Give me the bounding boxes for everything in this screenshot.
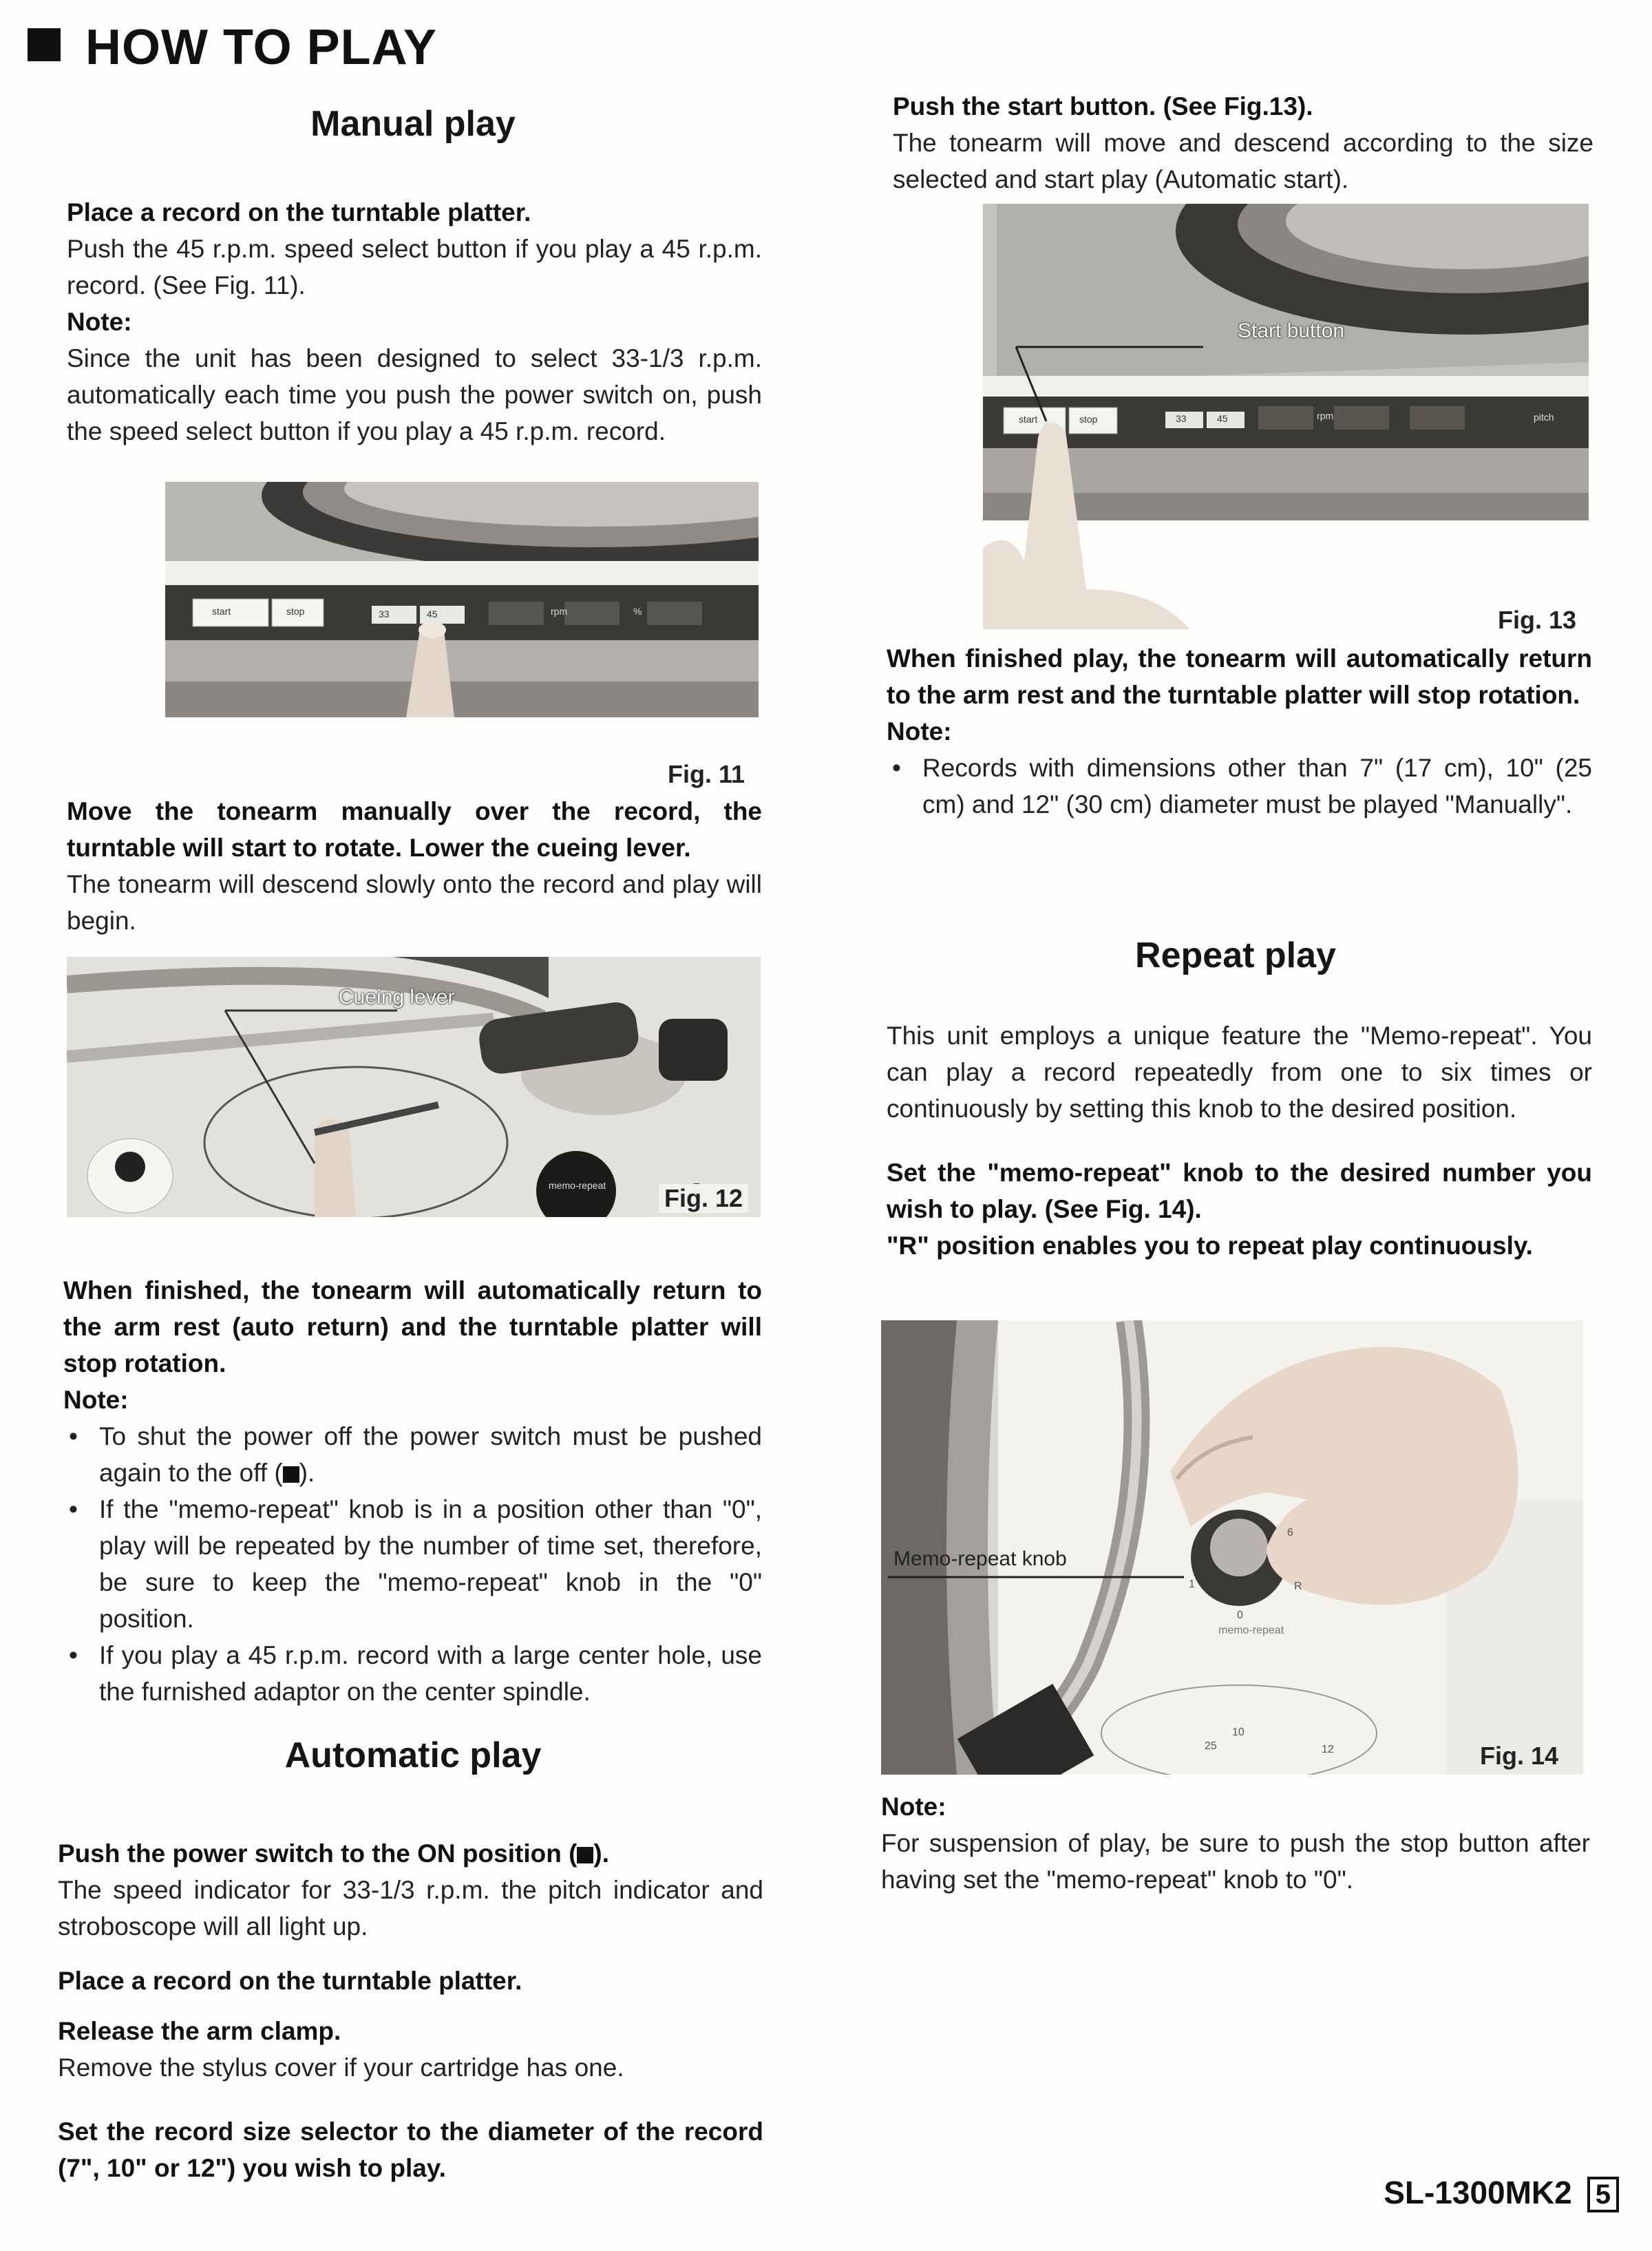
repeat-step1-bold: Set the "memo-repeat" knob to the desired number you wish to play. (See Fig. 14). bbox=[887, 1159, 1592, 1223]
fig11-33-label: 33 bbox=[379, 609, 390, 620]
fig12-caption: Fig. 12 bbox=[659, 1184, 748, 1213]
fig11-stop-label: stop bbox=[286, 606, 305, 617]
fig13-turntable-illustration bbox=[983, 204, 1589, 629]
fig14-dial-0: 0 bbox=[1237, 1609, 1243, 1621]
page-title: HOW TO PLAY bbox=[28, 19, 437, 76]
fig14-size-10: 10 bbox=[1232, 1726, 1245, 1738]
fig13-rpm-label: rpm bbox=[1317, 410, 1334, 421]
fig12-knob-label: memo-repeat bbox=[549, 1180, 606, 1191]
list-item: • If you play a 45 r.p.m. record with a large center hole, use the furnished adaptor on the center spindle. bbox=[63, 1637, 762, 1710]
fig14-memo-repeat-callout: Memo-repeat knob bbox=[893, 1547, 1067, 1570]
fig14-dial-6: 6 bbox=[1287, 1527, 1293, 1539]
fig14-caption: Fig. 14 bbox=[1480, 1742, 1559, 1770]
fig11-turntable-illustration bbox=[165, 482, 759, 717]
auto-note-label: Note: bbox=[887, 717, 952, 746]
manual-step1-bold: Place a record on the turntable platter. bbox=[67, 198, 531, 226]
model-number: SL-1300MK2 bbox=[1384, 2175, 1572, 2210]
auto-step5-bold: Push the start button. (See Fig.13). bbox=[893, 92, 1313, 120]
fig14-size-12: 12 bbox=[1322, 1744, 1334, 1755]
fig13-start-button-callout: Start button bbox=[1238, 319, 1345, 342]
list-item: • To shut the power off the power switch must be pushed again to the off ( ). bbox=[63, 1418, 762, 1491]
manual-play-heading: Manual play bbox=[310, 104, 516, 144]
auto-step4-bold: Set the record size selector to the diameter of the record (7", 10" or 12") you wish to play. bbox=[58, 2117, 763, 2182]
fig14-size-25: 25 bbox=[1205, 1740, 1217, 1752]
manual-play-step2 bbox=[67, 793, 762, 939]
repeat-note-text: For suspension of play, be sure to push the stop button after having set the "memo-repeat" knob to "0". bbox=[881, 1829, 1590, 1894]
fig14-knob-label: memo-repeat bbox=[1218, 1625, 1284, 1636]
manual-note-label: Note: bbox=[67, 308, 132, 336]
fig11-start-label: start bbox=[212, 606, 231, 617]
repeat-play-heading: Repeat play bbox=[1135, 936, 1336, 975]
list-item: • Records with dimensions other than 7" (17 cm), 10" (25 cm) and 12" (30 cm) diameter must be played "Manually". bbox=[887, 750, 1592, 823]
fig11-pct-label: % bbox=[633, 606, 642, 617]
auto-step2-bold: Place a record on the turntable platter. bbox=[58, 1967, 522, 1995]
repeat-play-note bbox=[881, 1788, 1590, 1898]
auto-finish-bold: When finished play, the tonearm will automatically return to the arm rest and the turntable platter will stop rotation. bbox=[887, 644, 1592, 709]
auto-step3-bold: Release the arm clamp. bbox=[58, 2017, 341, 2045]
fig13-pitch-label: pitch bbox=[1534, 412, 1554, 423]
automatic-play-steps bbox=[58, 1835, 763, 2186]
fig13-photo bbox=[983, 204, 1589, 629]
auto-step5-text: The tonearm will move and descend according to the size selected and start play (Automatic start). bbox=[893, 129, 1593, 193]
manual-note-text: Since the unit has been designed to select 33-1/3 r.p.m. automatically each time you push the power switch on, push the speed select button if you play a 45 r.p.m. record. bbox=[67, 344, 762, 445]
footer-model bbox=[1384, 2174, 1619, 2212]
manual-note2-label: Note: bbox=[63, 1386, 129, 1414]
repeat-play-intro bbox=[887, 1017, 1592, 1264]
fig12-photo bbox=[67, 957, 761, 1217]
list-item: • If the "memo-repeat" knob is in a position other than "0", play will be repeated by the number of time set, therefore, be sure to keep the "memo-repeat" knob in the "0" position. bbox=[63, 1491, 762, 1637]
manual-play-finish bbox=[63, 1272, 762, 1710]
bullet-square-icon bbox=[28, 28, 61, 61]
manual-finish-bold: When finished, the tonearm will automatically return to the arm rest (auto return) and the turntable platter will stop rotation. bbox=[63, 1276, 762, 1377]
automatic-play-heading: Automatic play bbox=[284, 1735, 542, 1775]
fig13-stop-label: stop bbox=[1079, 414, 1098, 425]
repeat-step2-bold: "R" position enables you to repeat play continuously. bbox=[887, 1232, 1533, 1260]
manual-step2-text: The tonearm will descend slowly onto the record and play will begin. bbox=[67, 870, 762, 935]
fig11-caption: Fig. 11 bbox=[668, 760, 745, 788]
fig14-dial-1: 1 bbox=[1189, 1578, 1195, 1590]
repeat-intro-text: This unit employs a unique feature the "Memo-repeat". You can play a record repeatedly from one to six times or continuously by setting this knob to the desired position. bbox=[887, 1022, 1592, 1123]
auto-step1-text: The speed indicator for 33-1/3 r.p.m. the pitch indicator and stroboscope will all light up. bbox=[58, 1876, 763, 1941]
auto-play-finish bbox=[887, 640, 1592, 823]
auto-step3-text: Remove the stylus cover if your cartridge has one. bbox=[58, 2053, 624, 2082]
auto-start-step bbox=[893, 88, 1593, 198]
fig14-photo bbox=[881, 1320, 1583, 1775]
page-number: 5 bbox=[1587, 2177, 1619, 2212]
manual-step2-bold: Move the tonearm manually over the record, the turntable will start to rotate. Lower the cueing lever. bbox=[67, 797, 762, 862]
auto-note-list bbox=[887, 750, 1592, 823]
manual-note-list bbox=[63, 1418, 762, 1710]
fig11-photo bbox=[165, 482, 759, 717]
repeat-note-label: Note: bbox=[881, 1793, 946, 1821]
off-square-icon bbox=[283, 1466, 299, 1483]
fig13-start-label: start bbox=[1019, 414, 1038, 425]
on-square-icon bbox=[577, 1847, 593, 1863]
fig14-dial-r: R bbox=[1294, 1581, 1302, 1592]
fig11-45-label: 45 bbox=[427, 609, 438, 620]
fig13-45-label: 45 bbox=[1217, 413, 1228, 424]
auto-step1-bold: Push the power switch to the ON position ( ). bbox=[58, 1839, 610, 1868]
manual-step1-text: Push the 45 r.p.m. speed select button if you play a 45 r.p.m. record. (See Fig. 11). bbox=[67, 235, 762, 299]
fig11-rpm-label: rpm bbox=[551, 606, 568, 617]
fig13-33-label: 33 bbox=[1176, 413, 1187, 424]
fig12-cueing-lever-callout: Cueing lever bbox=[339, 986, 455, 1008]
manual-play-step1 bbox=[67, 194, 762, 450]
fig13-caption: Fig. 13 bbox=[1498, 606, 1577, 634]
